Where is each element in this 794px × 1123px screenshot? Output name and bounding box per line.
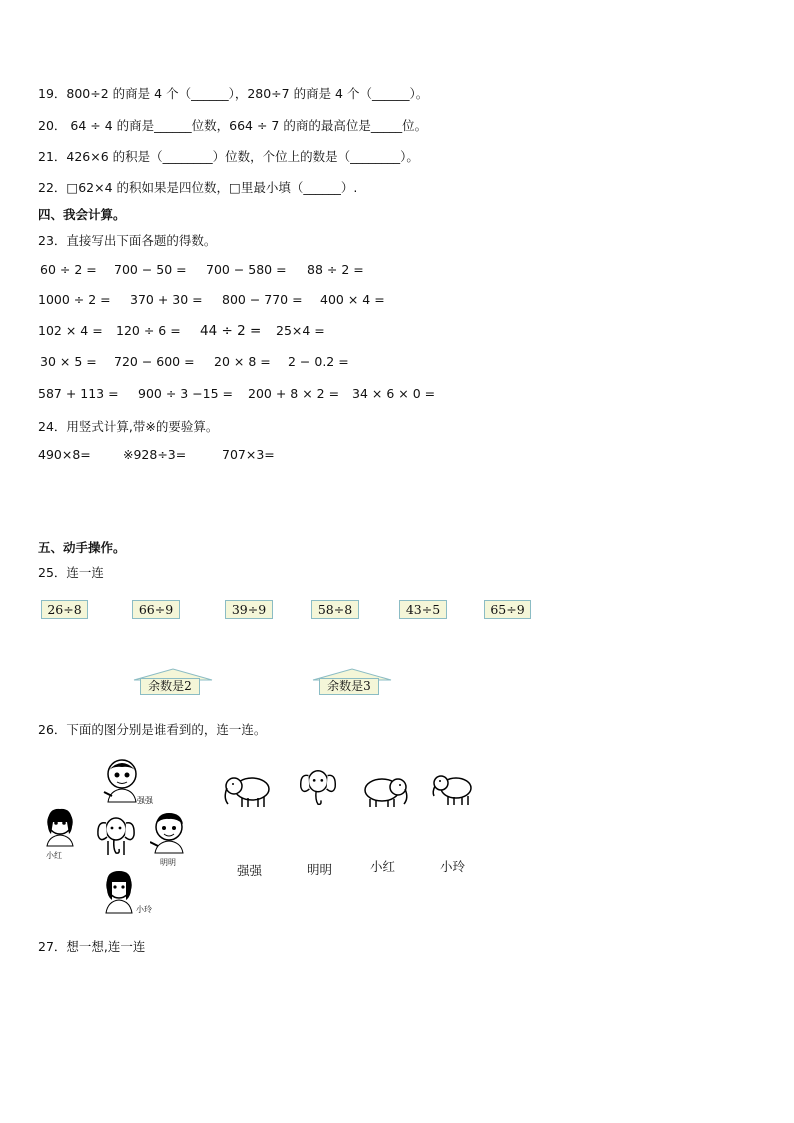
calc-row [38,262,438,278]
question-25: 25．连一连 [38,565,104,580]
calc-item: 400 × 4 = [320,292,385,307]
vertical-calc-row [38,447,338,463]
kid-left-illustration [43,808,77,848]
kid-top-illustration [102,758,142,804]
view-label: 明明 [307,862,333,877]
vertical-calc-item: 707×3= [222,447,275,462]
section-heading-4: 四、我会计算。 [38,207,126,222]
view-label: 小红 [370,859,396,874]
calc-row [38,354,438,370]
division-box[interactable]: 43÷5 [399,600,447,619]
calc-item: 20 × 8 = [214,354,271,369]
calc-row [38,386,438,402]
calc-item: 800 − 770 = [222,292,303,307]
calc-item: 30 × 5 = [40,354,97,369]
vertical-calc-item: ※928÷3= [123,447,187,462]
elephant-view-1[interactable] [222,774,274,808]
kid-name-right: 明明 [160,858,176,867]
calc-item: 700 − 580 = [206,262,287,277]
calc-item: 587 + 113 = [38,386,119,401]
calc-item: 900 ÷ 3 −15 = [138,386,234,401]
question-22: 22．□62×4 的积如果是四位数，□里最小填（______）. [38,180,358,195]
question-26: 26．下面的图分别是谁看到的，连一连。 [38,722,267,737]
question-21: 21．426×6 的积是（________）位数，个位上的数是（________）。 [38,149,419,164]
elephant-center-illustration [96,813,136,857]
question-19: 19．800÷2 的商是 4 个（______），280÷7 的商是 4 个（______）。 [38,86,429,101]
view-label: 强强 [237,863,263,878]
calc-item: 60 ÷ 2 = [40,262,97,277]
division-box[interactable]: 26÷8 [41,600,88,619]
division-box[interactable]: 66÷9 [132,600,180,619]
division-box[interactable]: 39÷9 [225,600,273,619]
question-27: 27．想一想,连一连 [38,939,146,954]
calc-item: 700 − 50 = [114,262,187,277]
kid-name-bottom: 小玲 [136,905,152,914]
elephant-view-2[interactable] [298,766,338,808]
elephant-view-3[interactable] [360,774,410,808]
calc-item: 370 + 30 = [130,292,203,307]
calc-item: 120 ÷ 6 = [116,323,181,338]
remainder-label: 余数是3 [319,678,379,695]
calc-item: 25×4 = [276,323,325,338]
division-box[interactable]: 58÷8 [311,600,359,619]
question-24: 24．用竖式计算,带※的要验算。 [38,419,219,434]
calc-row [38,323,438,339]
elephant-view-4[interactable] [430,772,476,806]
question-23: 23．直接写出下面各题的得数。 [38,233,217,248]
calc-row [38,292,438,308]
calc-item: 200 + 8 × 2 = [248,386,340,401]
remainder-house[interactable] [311,668,393,696]
division-box[interactable]: 65÷9 [484,600,531,619]
question-20: 20． 64 ÷ 4 的商是______位数，664 ÷ 7 的商的最高位是_____位。 [38,118,428,133]
remainder-house[interactable] [132,668,214,696]
section-heading-5: 五、动手操作。 [38,540,126,555]
kid-name-left: 小红 [46,851,62,860]
calc-item: 44 ÷ 2 = [200,323,262,339]
remainder-label: 余数是2 [140,678,200,695]
calc-item: 88 ÷ 2 = [307,262,364,277]
calc-item: 2 − 0.2 = [288,354,349,369]
kid-bottom-illustration [102,870,136,914]
calc-item: 1000 ÷ 2 = [38,292,111,307]
kid-right-illustration [150,812,188,854]
calc-item: 102 × 4 = [38,323,103,338]
vertical-calc-item: 490×8= [38,447,91,462]
view-label: 小玲 [440,859,466,874]
kid-name-top: 强强 [137,796,153,805]
calc-item: 720 − 600 = [114,354,195,369]
calc-item: 34 × 6 × 0 = [352,386,436,401]
